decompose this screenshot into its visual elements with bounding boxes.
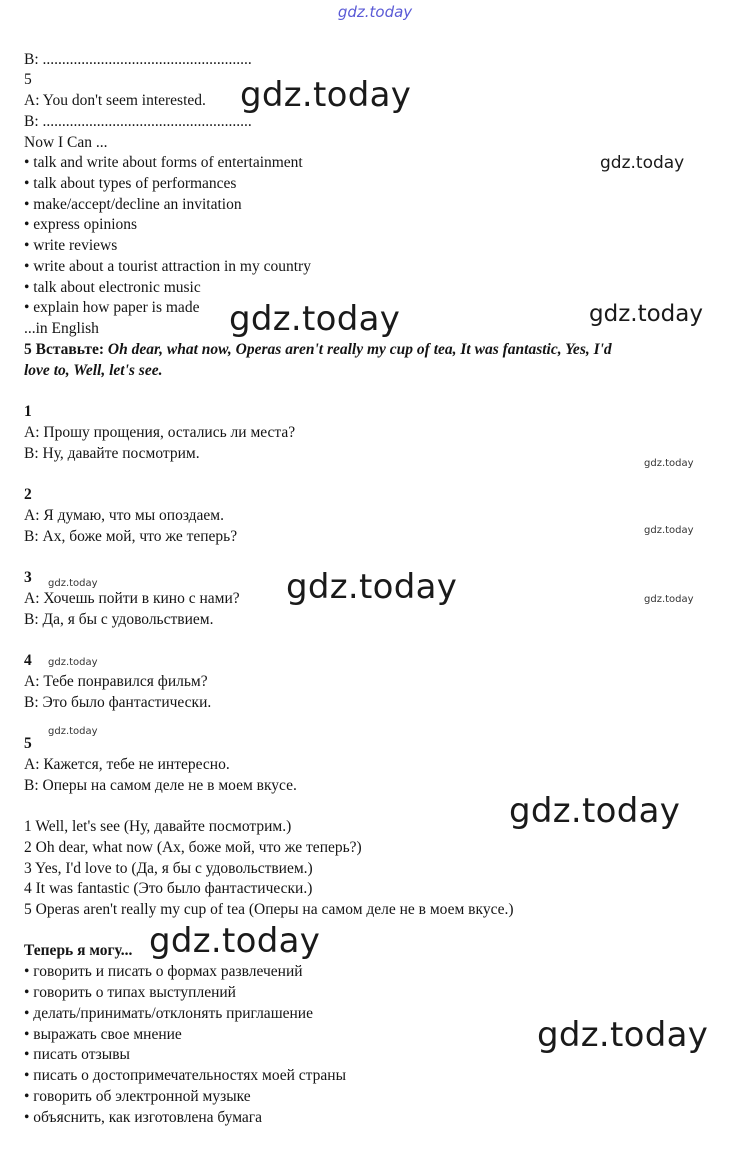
ru-can-item: • делать/принимать/отклонять приглашение [24, 1005, 313, 1022]
answer-line: 1 Well, let's see (Ну, давайте посмотрим.) [24, 818, 292, 835]
dialog-a-line: A: You don't seem interested. [24, 92, 206, 109]
dialog-b-line: B: Это было фантастически. [24, 694, 212, 711]
dialog-b-line: B: Оперы на самом деле не в моем вкусе. [24, 777, 297, 794]
ru-can-item: • говорить об электронной музыке [24, 1088, 251, 1105]
dialog-number: 2 [24, 486, 32, 503]
dialog-number: 4 [24, 652, 32, 669]
now-i-can-footer: ...in English [24, 320, 99, 337]
ru-can-item: • говорить и писать о формах развлечений [24, 963, 303, 980]
watermark: gdz.today [286, 567, 458, 607]
answer-line: 2 Oh dear, what now (Ах, боже мой, что же теперь?) [24, 839, 362, 856]
dialog-a-line: A: Я думаю, что мы опоздаем. [24, 507, 224, 524]
watermark: gdz.today [644, 458, 694, 469]
dialog-a-line: A: Тебе понравился фильм? [24, 673, 208, 690]
dialog-number: 5 [24, 71, 32, 88]
watermark: gdz.today [149, 921, 321, 961]
ru-can-item: • выражать свое мнение [24, 1026, 182, 1043]
dialog-b-line: B: Ну, давайте посмотрим. [24, 445, 200, 462]
dialog-a-line: A: Кажется, тебе не интересно. [24, 756, 230, 773]
dialog-b-line: B: Да, я бы с удовольствием. [24, 611, 214, 628]
answer-line: 4 It was fantastic (Это было фантастически.) [24, 880, 313, 897]
dialog-b-blank: B: ...................................................... [24, 51, 252, 68]
ru-can-item: • писать о достопримечательностях моей страны [24, 1067, 346, 1084]
task-label: 5 Вставьте: [24, 341, 108, 358]
watermark: gdz.today [589, 301, 703, 327]
dialog-number: 1 [24, 403, 32, 420]
now-i-can-item: • write reviews [24, 237, 118, 254]
dialog-a-line: A: Хочешь пойти в кино с нами? [24, 590, 240, 607]
now-i-can-item: • talk about types of performances [24, 175, 237, 192]
header-watermark: gdz.today [337, 3, 413, 21]
watermark: gdz.today [240, 75, 412, 115]
dialog-b-blank: B: ...................................................... [24, 113, 252, 130]
now-i-can-item: • talk about electronic music [24, 279, 201, 296]
task-line-2: love to, Well, let's see. [24, 362, 163, 379]
answer-line: 5 Operas aren't really my cup of tea (Оперы на самом деле не в моем вкусе.) [24, 901, 514, 918]
answer-line: 3 Yes, I'd love to (Да, я бы с удовольствием.) [24, 860, 313, 877]
watermark: gdz.today [48, 578, 98, 589]
ru-can-item: • объяснить, как изготовлена бумага [24, 1109, 263, 1126]
ru-can-item: • писать отзывы [24, 1046, 130, 1063]
now-i-can-item: • write about a tourist attraction in my country [24, 258, 311, 275]
dialog-number: 5 [24, 735, 32, 752]
ru-can-item: • говорить о типах выступлений [24, 984, 236, 1001]
now-i-can-heading: Now I Can ... [24, 134, 108, 151]
watermark: gdz.today [600, 153, 685, 173]
watermark: gdz.today [644, 525, 694, 536]
dialog-number: 3 [24, 569, 32, 586]
dialog-b-line: B: Ах, боже мой, что же теперь? [24, 528, 238, 545]
watermark: gdz.today [229, 299, 401, 339]
now-i-can-item: • talk and write about forms of entertainment [24, 154, 303, 171]
dialog-a-line: A: Прошу прощения, остались ли места? [24, 424, 296, 441]
watermark: gdz.today [48, 726, 98, 737]
watermark: gdz.today [644, 594, 694, 605]
watermark: gdz.today [48, 657, 98, 668]
task-words: Oh dear, what now, Operas aren't really my cup of tea, It was fantastic, Yes, I'd [107, 341, 612, 358]
ru-can-heading: Теперь я могу... [24, 942, 133, 959]
watermark: gdz.today [509, 791, 681, 831]
now-i-can-item: • explain how paper is made [24, 299, 200, 316]
now-i-can-item: • express opinions [24, 216, 138, 233]
watermark: gdz.today [537, 1015, 709, 1055]
now-i-can-item: • make/accept/decline an invitation [24, 196, 242, 213]
task-line-1 [24, 341, 612, 359]
